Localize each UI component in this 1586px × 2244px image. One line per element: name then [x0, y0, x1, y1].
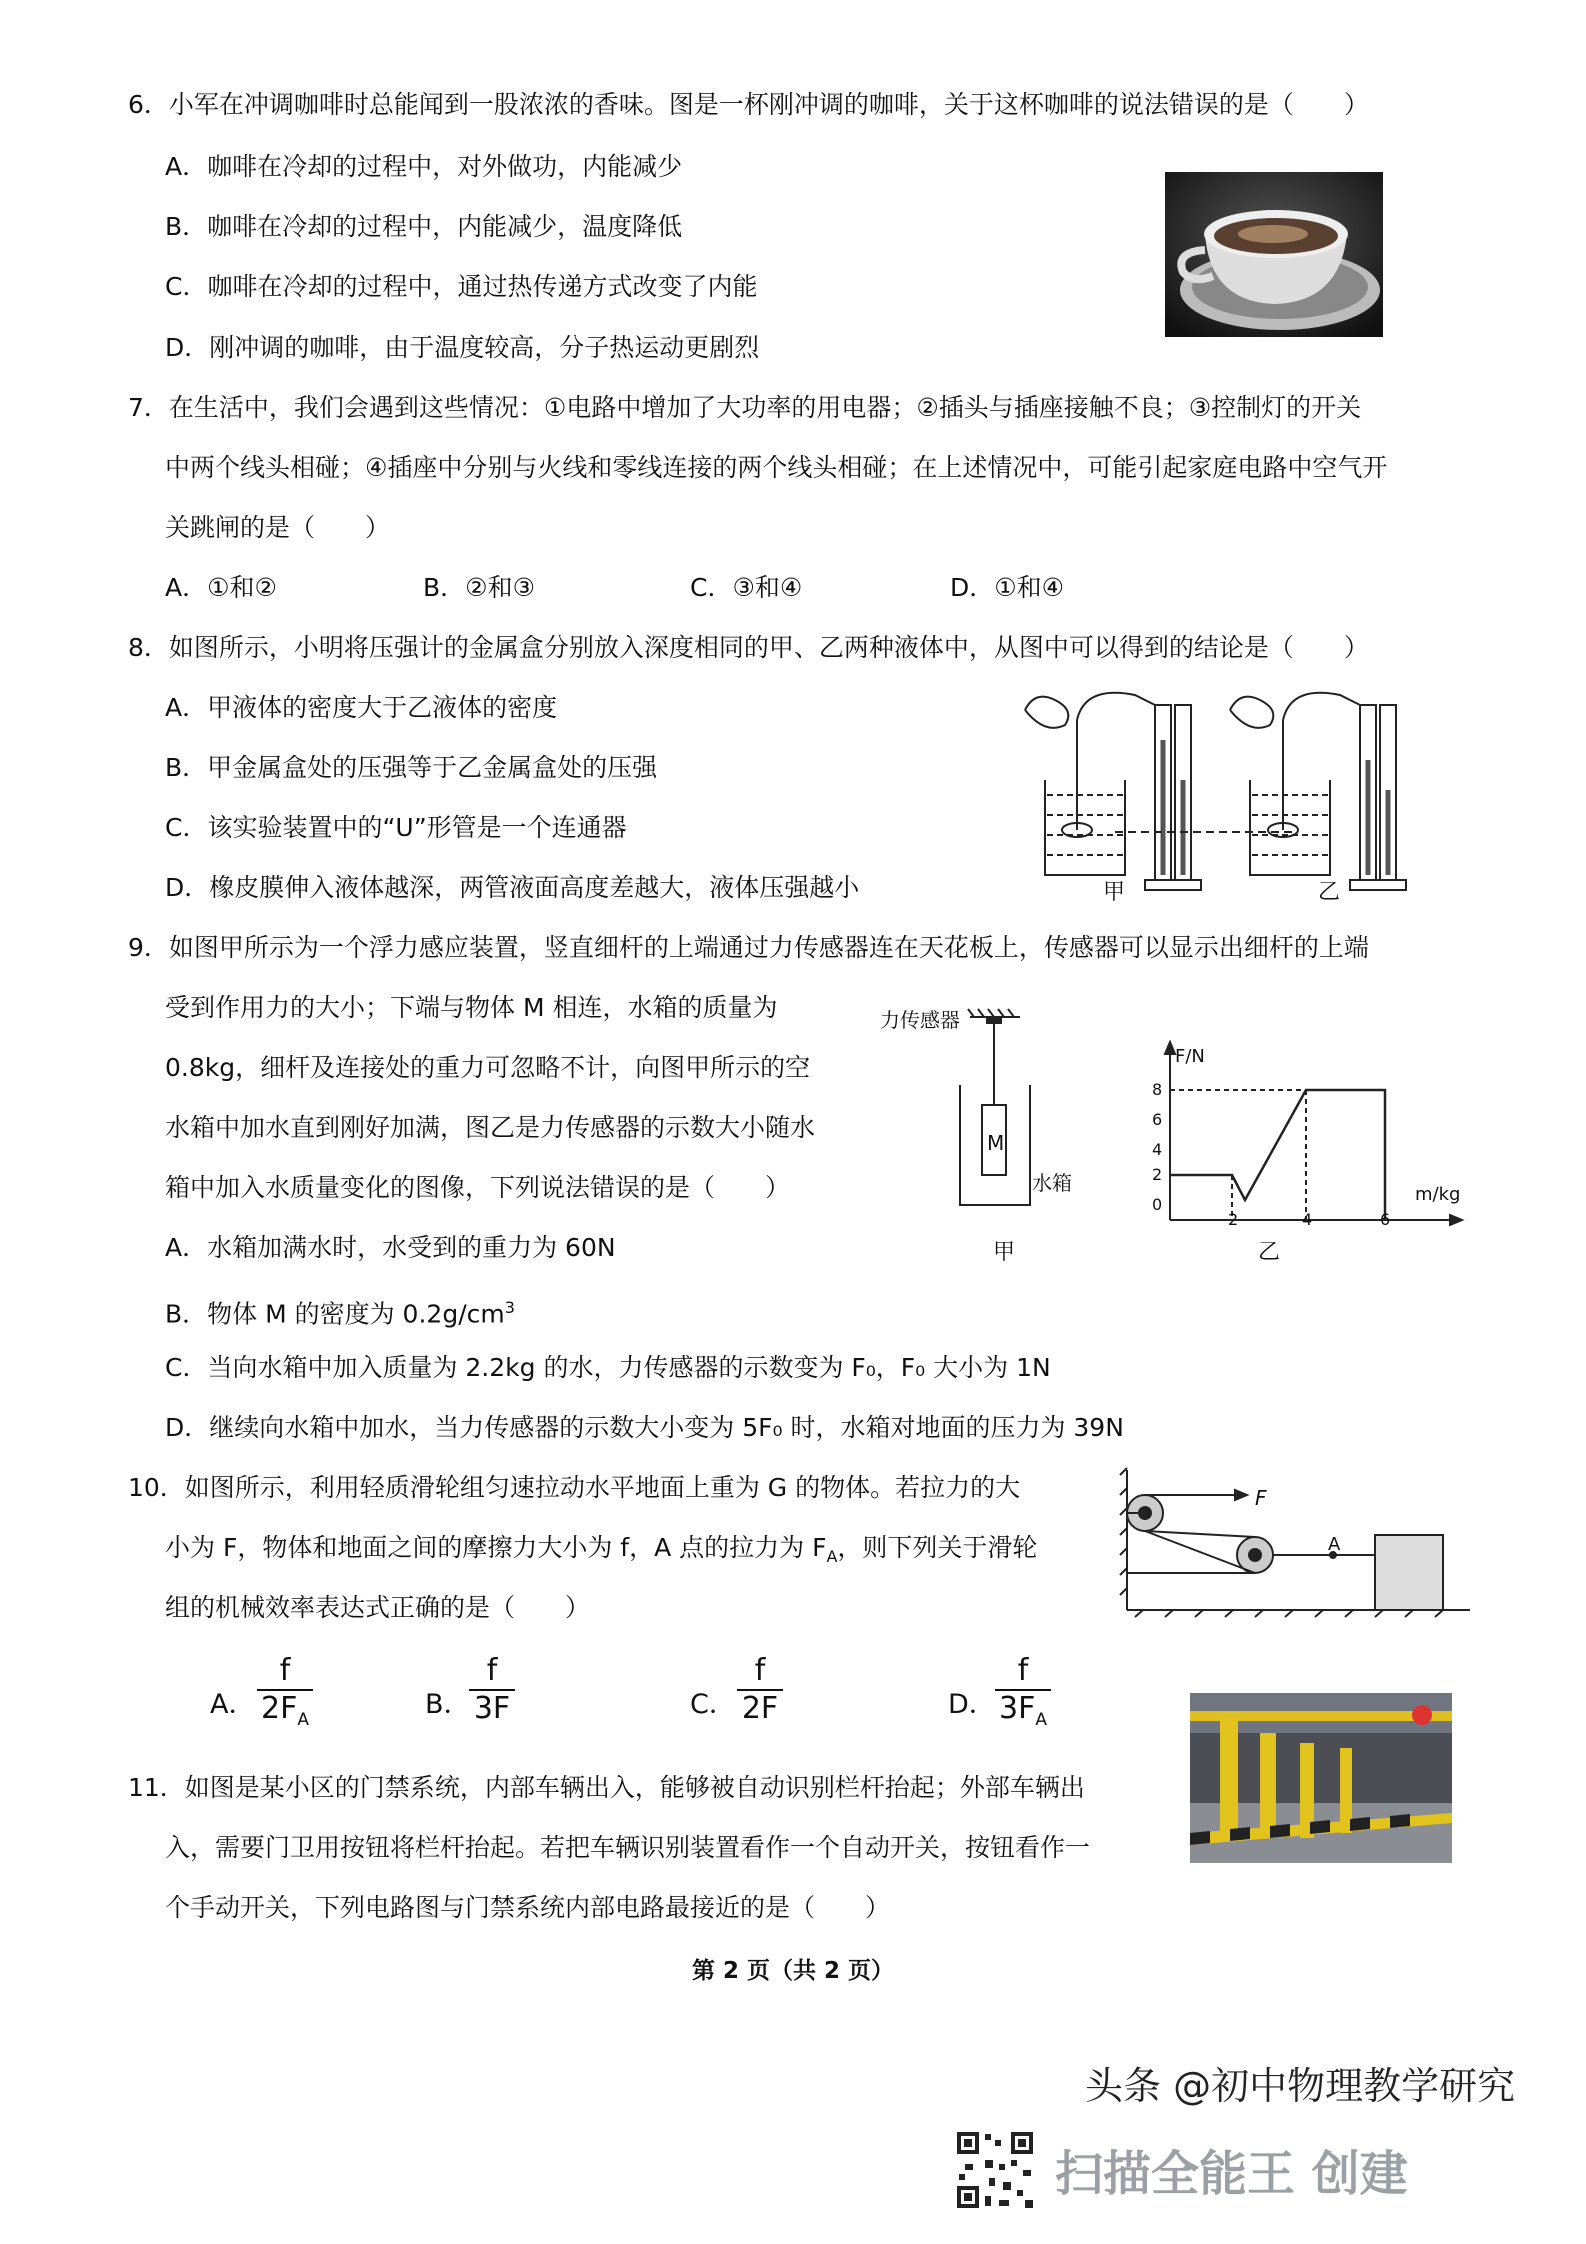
q11-stem-line2: 入，需要门卫用按钮将栏杆抬起。若把车辆识别装置看作一个自动开关，按钮看作一: [165, 1833, 1091, 1862]
q10-option-a-label: A．: [210, 1689, 256, 1720]
q9-stem-line1: 9．如图甲所示为一个浮力感应装置，竖直细杆的上端通过力传感器连在天花板上，传感器可以显示出细杆的上端: [128, 933, 1369, 962]
q9-sensor-label: 力传感器: [880, 1008, 960, 1032]
q10-option-d-label: D．: [948, 1689, 996, 1720]
q6-option-a: A．咖啡在冷却的过程中，对外做功，内能减少: [165, 152, 683, 181]
q8-stem: 8．如图所示，小明将压强计的金属盒分别放入深度相同的甲、乙两种液体中，从图中可以得到的结论是（ ）: [128, 633, 1369, 662]
q10-figure-point-a-label: A: [1328, 1534, 1341, 1555]
graph-y-tick-6: 6: [1152, 1110, 1163, 1129]
q10-figure-force-label: F: [1255, 1486, 1267, 1510]
q8-option-b: B．甲金属盒处的压强等于乙金属盒处的压强: [165, 753, 658, 782]
q10-option-d-fraction: f $3F_A$: [993, 1653, 1053, 1738]
q8-option-d: D．橡皮膜伸入液体越深，两管液面高度差越大，液体压强越小: [165, 873, 860, 902]
graph-y-tick-0: 0: [1152, 1195, 1163, 1214]
q7-stem-line2: 中两个线头相碰；④插座中分别与火线和零线连接的两个线头相碰；在上述情况中，可能引起家庭电路中空气开: [165, 453, 1388, 482]
qr-code-icon: [955, 2130, 1035, 2210]
q8-figure-label-jia: 甲: [1103, 880, 1126, 905]
coffee-cup-photo: [1165, 172, 1383, 337]
q8-option-c: C．该实验装置中的“U”形管是一个连通器: [165, 813, 627, 842]
q9-option-b: B．物体 M 的密度为 $0.2g/cm^3$: [165, 1298, 515, 1329]
q10-stem-line1: 10．如图所示，利用轻质滑轮组匀速拉动水平地面上重为 G 的物体。若拉力的大: [128, 1473, 1021, 1502]
q7-stem-line1: 7．在生活中，我们会遇到这些情况：①电路中增加了大功率的用电器；②插头与插座接触不良；③控制灯的开关: [128, 393, 1362, 422]
q9-stem-line3: 0.8kg，细杆及连接处的重力可忽略不计，向图甲所示的空: [165, 1053, 811, 1082]
q10-option-c-label: C．: [690, 1689, 736, 1720]
page-footer: 第 2 页（共 2 页）: [691, 1958, 895, 1984]
q10-option-a-fraction: f $2F_A$: [255, 1653, 315, 1738]
graph-y-tick-4: 4: [1152, 1140, 1163, 1159]
q7-option-b: B．②和③: [423, 573, 535, 602]
q9-figure-label-yi: 乙: [1258, 1240, 1281, 1265]
graph-x-axis-label: m/kg: [1415, 1184, 1461, 1205]
q6-option-b: B．咖啡在冷却的过程中，内能减少，温度降低: [165, 212, 683, 241]
pressure-gauge-figure: [1005, 680, 1435, 910]
q9-mass-label: M: [987, 1131, 1005, 1155]
q9-stem-line5: 箱中加入水质量变化的图像，下列说法错误的是（ ）: [165, 1173, 791, 1202]
graph-y-tick-2: 2: [1152, 1165, 1163, 1184]
q9-figure-label-jia: 甲: [993, 1240, 1016, 1265]
graph-x-tick-6: 6: [1380, 1210, 1391, 1229]
q7-option-d: D．①和④: [950, 573, 1065, 602]
graph-x-tick-4: 4: [1302, 1210, 1313, 1229]
q9-option-d: D．继续向水箱中加水，当力传感器的示数大小变为 5F₀ 时，水箱对地面的压力为 39N: [165, 1413, 1124, 1442]
q6-stem: 6．小军在冲调咖啡时总能闻到一股浓浓的香味。图是一杯刚冲调的咖啡，关于这杯咖啡的说法错误的是（ ）: [128, 90, 1369, 119]
q11-stem-line3: 个手动开关，下列电路图与门禁系统内部电路最接近的是（ ）: [165, 1893, 891, 1922]
q7-stem-line3: 关跳闸的是（ ）: [165, 513, 391, 542]
q9-stem-line4: 水箱中加水直到刚好加满，图乙是力传感器的示数大小随水: [165, 1113, 816, 1142]
toutiao-watermark: 头条 @初中物理教学研究: [1085, 2064, 1516, 2108]
gate-barrier-photo: [1190, 1693, 1452, 1863]
q6-option-c: C．咖啡在冷却的过程中，通过热传递方式改变了内能: [165, 272, 758, 301]
q9-option-a: A．水箱加满水时，水受到的重力为 60N: [165, 1233, 616, 1262]
q7-option-a: A．①和②: [165, 573, 277, 602]
pulley-system-figure: [1115, 1465, 1475, 1625]
q8-figure-label-yi: 乙: [1318, 880, 1341, 905]
q7-option-c: C．③和④: [690, 573, 803, 602]
q10-option-c-fraction: f 2F: [735, 1653, 785, 1727]
float-sensor-figure: [870, 1005, 1110, 1245]
q6-option-d: D．刚冲调的咖啡，由于温度较高，分子热运动更剧烈: [165, 333, 760, 362]
graph-y-axis-label: F/N: [1175, 1046, 1205, 1067]
graph-x-tick-2: 2: [1228, 1210, 1239, 1229]
q10-stem-line3: 组的机械效率表达式正确的是（ ）: [165, 1593, 591, 1622]
graph-y-tick-8: 8: [1152, 1080, 1163, 1099]
q9-tank-label: 水箱: [1032, 1171, 1072, 1195]
q9-stem-line2: 受到作用力的大小；下端与物体 M 相连，水箱的质量为: [165, 993, 778, 1022]
q9-option-c: C．当向水箱中加入质量为 2.2kg 的水，力传感器的示数变为 F₀，F₀ 大小为 1N: [165, 1353, 1051, 1382]
q8-option-a: A．甲液体的密度大于乙液体的密度: [165, 693, 558, 722]
q10-stem-line2: 小为 F，物体和地面之间的摩擦力大小为 f，A 点的拉力为 $F_A$，则下列关于滑轮: [165, 1533, 1038, 1566]
camscanner-watermark: 扫描全能王 创建: [1055, 2146, 1408, 2202]
q10-option-b-label: B．: [425, 1689, 471, 1720]
q10-option-b-fraction: f 3F: [467, 1653, 517, 1727]
q11-stem-line1: 11．如图是某小区的门禁系统，内部车辆出入，能够被自动识别栏杆抬起；外部车辆出: [128, 1773, 1085, 1802]
